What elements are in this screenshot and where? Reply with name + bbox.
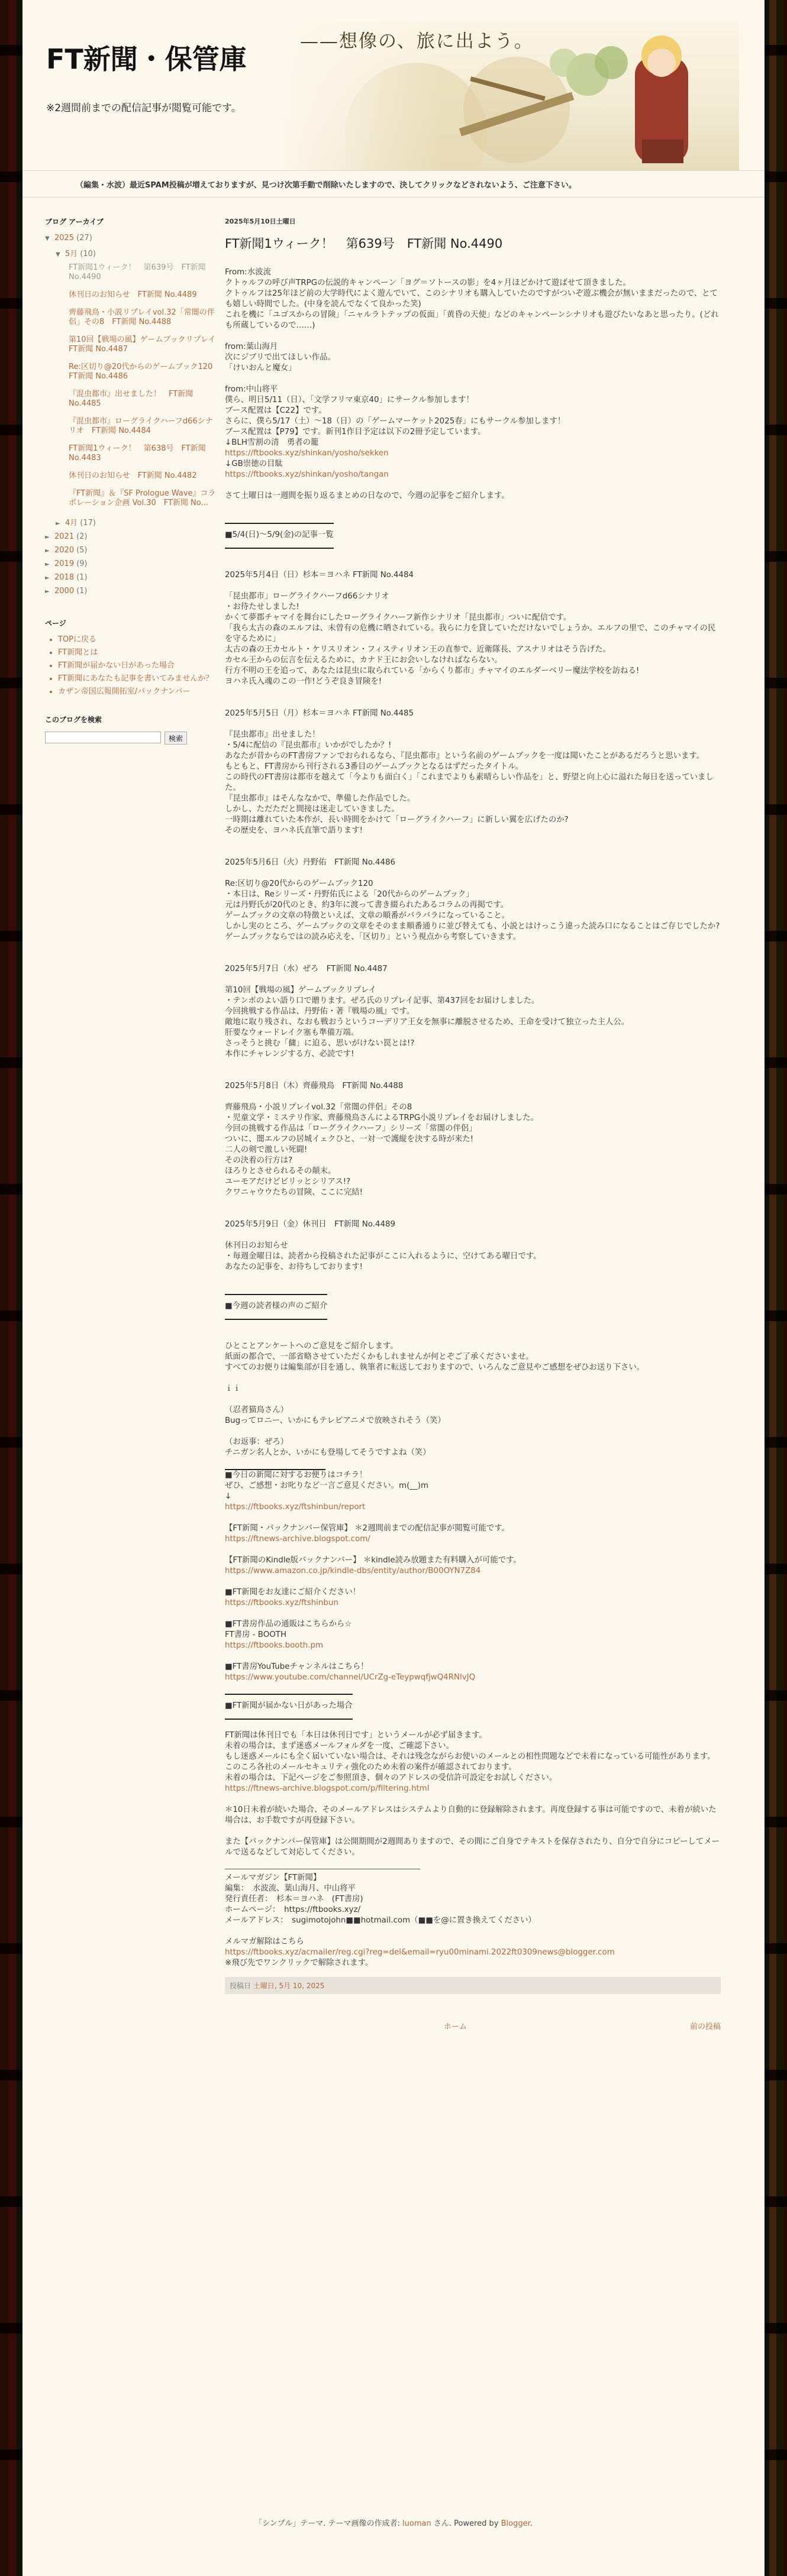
- digest-entry-line: しかし、ただただと間接は迷走していきました。: [225, 805, 399, 814]
- body-line: ※飛び先でワンクリックで解除されます。: [225, 1959, 373, 1967]
- body-line: すべてのお便りは編集部が目を通し、執筆者に転送しておりますので、いろんなご意見やご感想をぜひお送り下さい。: [225, 1363, 645, 1372]
- digest-entry-header: 2025年5月4日（日）杉本＝ヨハネ FT新聞 No.4484: [225, 571, 414, 580]
- archive-year-2019[interactable]: [45, 559, 217, 568]
- body-line: ブース配置は【C22】です。: [225, 406, 327, 415]
- body-line: このころ各社のメールセキュリティ強化のため未着の案件が確認されております。: [225, 1763, 517, 1772]
- collapse-toggle-icon[interactable]: ▼: [56, 251, 60, 258]
- body-line: 編集： 水波流、葉山海月、中山将平: [225, 1884, 356, 1893]
- url-link[interactable]: https://ftbooks.xyz/acmailer/reg.cgi?reg=del&email=ryu00minami.2022ft0309news@blogger.com: [225, 1948, 615, 1957]
- body-line: [225, 1373, 721, 1384]
- archive-post-link[interactable]: 第10回【戦場の風】ゲームブックリプレイ FT新聞 No.4487: [69, 335, 224, 354]
- digest-entry-line: 一時期は離れていた本作が、長い時間をかけて「ローグライクハーフ」に新しい翼を広げたのか?: [225, 815, 569, 824]
- archive-year-link[interactable]: 2025: [54, 234, 75, 242]
- archive-year-link[interactable]: 2021: [54, 532, 75, 541]
- digest-entry-line: 今回の挑戦する作品は「ローグライクハーフ」シリーズ「常闇の伴侶」: [225, 1124, 477, 1133]
- archive-year-2000[interactable]: [45, 587, 217, 596]
- digest-entry-line: 太古の森の王カセルト・ケリスリオン・フィスティリオン王の直参で、近衛隊長、アスナリオはそう告げた。: [225, 645, 611, 654]
- archive-post-link[interactable]: 『FT新聞』＆『SF Prologue Wave』コラボレーション企画 Vol.30 FT新聞 No...: [69, 489, 216, 507]
- home-link[interactable]: ホーム: [444, 2022, 467, 2031]
- body-line: [225, 331, 721, 342]
- collapse-toggle-icon[interactable]: ▼: [45, 235, 50, 242]
- digest-entry-header: 2025年5月5日（月）杉本＝ヨハネ FT新聞 No.4485: [225, 709, 414, 718]
- archive-post-link[interactable]: 休刊日のお知らせ FT新聞 No.4482: [69, 471, 197, 480]
- archive-count: (1): [76, 587, 88, 596]
- search-button[interactable]: 検索: [165, 732, 187, 745]
- post-title: FT新聞1ウィーク！ 第639号 FT新聞 No.4490: [225, 237, 503, 251]
- blogger-link[interactable]: Blogger: [501, 2519, 530, 2528]
- page-shell: [22, 0, 765, 2576]
- post-body: [225, 267, 721, 1969]
- search-heading: このブログを検索: [45, 716, 102, 724]
- archive-year-2020[interactable]: [45, 546, 217, 555]
- url-link[interactable]: https://ftnews-archive.blogspot.com/: [225, 1535, 370, 1543]
- archive-month-may[interactable]: [56, 247, 217, 258]
- digest-entry-line: ヨハネ氏入魂のこの一作!どうぞ良き冒険を!: [225, 677, 382, 686]
- blog-header: [22, 0, 765, 170]
- body-line: 「けいおんと魔女」: [225, 364, 296, 373]
- url-link[interactable]: https://ftbooks.booth.pm: [225, 1641, 324, 1650]
- url-link[interactable]: https://ftbooks.xyz/ftshinbun: [225, 1598, 338, 1607]
- body-line: ぜひ、ご感想・お叱りなど一言ご意見ください。m(__)m: [225, 1481, 428, 1490]
- archive-year-link[interactable]: 2019: [54, 559, 75, 568]
- expand-toggle-icon[interactable]: ►: [56, 520, 60, 527]
- header-banner-image: [280, 21, 739, 170]
- archive-post-link[interactable]: 休刊日のお知らせ FT新聞 No.4489: [69, 290, 197, 299]
- expand-toggle-icon[interactable]: ►: [45, 575, 50, 581]
- digest-entry-line: 『昆虫都市』出せました！: [225, 730, 320, 739]
- digest-entry-line: 休刊日のお知らせ: [225, 1241, 288, 1250]
- blog-title[interactable]: FT新聞・保管庫: [46, 43, 247, 75]
- digest-entries: [225, 570, 721, 1294]
- digest-entry-line: その決着の行方は?: [225, 1156, 293, 1165]
- archive-count: (1): [76, 573, 88, 582]
- expand-toggle-icon[interactable]: ►: [45, 561, 50, 568]
- url-link[interactable]: https://ftbooks.xyz/shinkan/yosho/tangan: [225, 470, 389, 479]
- date-header: 2025年5月10日土曜日: [225, 218, 296, 225]
- body-line: メルマガ解除はこちら: [225, 1937, 304, 1946]
- digest-entry-line: あなたの記事を、お待ちしております!: [225, 1263, 363, 1271]
- body-line: 未着の場合は、下記ページをご参照頂き、個々のアドレスの受信許可設定をお試しください。: [225, 1774, 557, 1782]
- spam-notice: （編集・水波）最近SPAM投稿が増えておりますが、見つけ次第手動で削除いたしますので、決してクリックなどされないよう、ご注意下さい。: [22, 170, 765, 198]
- credit-text: さん. Powered by: [433, 2519, 499, 2528]
- readers-voice: [225, 1341, 721, 1458]
- digest-entry-line: 肝要なウォードレイク塞も準備万端。: [225, 1028, 359, 1037]
- archive-year-link[interactable]: 2020: [54, 546, 75, 555]
- body-line: [225, 1577, 721, 1587]
- body-line: ■FT新聞をお友達にご紹介ください！: [225, 1588, 361, 1597]
- banner-catchphrase: ——想像の、旅に出よう。: [300, 31, 534, 52]
- search-widget: [45, 732, 217, 745]
- digest-entry-line: Re:区切り@20代からのゲームブック120: [225, 879, 373, 888]
- body-line: 僕ら、明日5/11（日）、「文学フリマ東京40」にサークル参加します！: [225, 396, 474, 404]
- body-line: [225, 1513, 721, 1523]
- archive-heading: ブログ アーカイブ: [45, 218, 104, 226]
- url-link[interactable]: https://ftnews-archive.blogspot.com/p/filtering.html: [225, 1784, 430, 1793]
- sidebar: [45, 213, 224, 745]
- archive-post-link[interactable]: FT新聞1ウィーク！ 第639号 FT新聞 No.4490: [69, 263, 206, 281]
- body-line: さて土曜日は一週間を振り返るまとめの日なので、今週の記事をご紹介します。: [225, 491, 509, 500]
- url-link[interactable]: https://www.youtube.com/channel/UCrZg-eTeypwqfjwQ4RNlvJQ: [225, 1673, 476, 1682]
- archive-post-link[interactable]: 『混虫都市』ローグライクハーフd66シナリオ FT新聞 No.4484: [69, 417, 213, 435]
- body-line: ■FT書房作品の通販はこちらから☆: [225, 1620, 352, 1629]
- archive-year-2018[interactable]: [45, 573, 217, 582]
- url-link[interactable]: https://ftbooks.xyz/shinkan/yosho/sekken: [225, 449, 389, 458]
- digest-entry-line: 第10回【戦場の風】ゲームブックリプレイ: [225, 986, 376, 995]
- missing-delivery-text: [225, 1730, 721, 1858]
- body-line: ↓BLH雪割の清 勇者の籠: [225, 438, 319, 447]
- body-line: [225, 1426, 721, 1437]
- archive-month-link[interactable]: 5月: [65, 250, 78, 258]
- body-line: さらに、僕ら5/17（土）～18（日）の「ゲームマーケット2025春」にもサークル参加します！: [225, 417, 566, 426]
- page-link-about[interactable]: • FT新聞とは: [58, 648, 217, 658]
- digest-entry-line: 元は丹野氏が20代のとき、約3年に渡って書き綴られたあるコラムの再掲です。: [225, 901, 509, 910]
- body-line: 次にジブリで出てほしい作品。: [225, 353, 336, 362]
- digest-heading: ■5/4(日)～5/9(金)の記事一覧: [225, 523, 334, 549]
- body-line: ｉｉ: [225, 1384, 241, 1393]
- reader-links: [225, 1470, 721, 1683]
- digest-entry-header: 2025年5月9日（金）休刊日 FT新聞 No.4489: [225, 1220, 396, 1229]
- archive-count: (10): [80, 250, 96, 258]
- readers-voice-heading: ■今週の読者様の声のご紹介: [225, 1294, 327, 1320]
- body-line: from:葉山海月: [225, 342, 278, 351]
- credit-text: 「シンプル」テーマ. テーマ画像の作成者:: [254, 2519, 400, 2528]
- body-line: [225, 1609, 721, 1619]
- body-line: Bugってロニー、いかにもテレビアニメで放映されそう（笑）: [225, 1416, 446, 1425]
- main-content: [225, 213, 721, 2031]
- digest-entry-line: ・5/4に配信の『昆虫都市』いかがでしたか？!: [225, 741, 392, 750]
- body-line: メールアドレス： sugimotojohn■■hotmail.com（■■を@に置き換えてください）: [225, 1916, 536, 1925]
- archive-year-2025[interactable]: [45, 234, 217, 242]
- archive-count: (2): [76, 532, 88, 541]
- credit-text: .: [530, 2519, 533, 2528]
- digest-entry-line: ついに、闇エルフの居城イェクひと、一対一で護縦を決する時が来た!: [225, 1135, 474, 1144]
- body-line: [225, 1651, 721, 1662]
- body-line: ＊10日未着が続いた場合、そのメールアドレスはシステムより自動的に登録解除されます。再度登録する事は可能ですので、未着が続いた場合は、お手数ですが再登録下さい。: [225, 1805, 717, 1825]
- digest-entry-line: 本作にチャレンジする方、必読です!: [225, 1050, 354, 1059]
- archive-post-link[interactable]: 『混虫都市』出せました！ FT新聞 No.4485: [69, 390, 193, 408]
- posted-label: 投稿日: [230, 1982, 251, 1990]
- body-line: 【FT新聞・バックナンバー保管庫】 ＊2週間前までの配信記事が閲覧可能です。: [225, 1524, 510, 1533]
- archive-count: (5): [76, 546, 88, 555]
- credit-author-link[interactable]: luoman: [402, 2519, 431, 2528]
- body-line: ■FT書房YouTubeチャンネルはこちら！: [225, 1662, 369, 1671]
- digest-entry-line: あなたが昔からのFT書房ファンでおられるなら、『昆虫都市』という名前のゲームブックを一度は聞いたことがあるだろうと思います。: [225, 752, 705, 760]
- expand-toggle-icon[interactable]: ►: [45, 534, 50, 541]
- page-link-top[interactable]: • TOPに戻る: [58, 635, 217, 645]
- digest-entry-line: 「昆虫都市」ローグライクハーフd66シナリオ: [225, 592, 389, 601]
- body-line: （お返事：ぜろ）: [225, 1438, 289, 1446]
- digest-entry-line: ・テンポのよい語り口で贈ります。ぜろ氏のリプレイ記事、第437回をお届けしました。: [225, 996, 540, 1005]
- colophon: [225, 1873, 721, 1969]
- body-line: [225, 1926, 721, 1937]
- body-line: 【FT新聞のKindle版バックナンバー】 ＊kindle読み放題また有料購入が可能です。: [225, 1556, 521, 1565]
- expand-toggle-icon[interactable]: ►: [45, 548, 50, 554]
- theme-credit: [22, 2517, 765, 2528]
- body-line: クトゥルフの呼び声TRPGの伝説的キャンペーン「ヨグ＝ソトースの影」を4ヶ月ほどかけて遊ばせて頂きました。: [225, 279, 631, 287]
- body-line: [225, 374, 721, 384]
- archive-month-link[interactable]: 4月: [65, 519, 78, 528]
- body-line: FT新聞は休刊日でも「本日は休刊日です」というメールが必ず届きます。: [225, 1731, 487, 1740]
- digest-entry-line: さっそうと挑む「傭」に迫る、思いがけない罠とは!?: [225, 1039, 415, 1048]
- digest-entry-header: 2025年5月8日（木）齊藤飛鳥 FT新聞 No.4488: [225, 1082, 404, 1090]
- page-link-write-for-us[interactable]: • FT新聞にあなたも記事を書いてみませんか？: [58, 674, 217, 684]
- pages-list: [51, 635, 217, 697]
- archive-year-link[interactable]: 2000: [54, 587, 75, 596]
- post-intro: [225, 267, 721, 501]
- digest-entry-line: ユーモアだけどビリッとシリアス!?: [225, 1177, 351, 1186]
- post-timestamp-link[interactable]: 土曜日, 5月 10, 2025: [253, 1982, 325, 1990]
- archive-year-link[interactable]: 2018: [54, 573, 75, 582]
- digest-entry-line: 『昆虫都市』はそんななかで、準備した作品でした。: [225, 794, 415, 803]
- archive-count: (9): [76, 559, 88, 568]
- archive-count: (17): [80, 519, 96, 528]
- body-line: FT書房 - BOOTH: [225, 1630, 287, 1639]
- archive-post-list: [69, 263, 224, 508]
- body-line: クトゥルフは25年ほど前の大学時代によく遊んでいて、このシナリオも購入していたのですがついぞ遊ぶ機会が無いままだったので、とても嬉しい時間でした。(中身を読んでなくて良かった笑): [225, 289, 718, 309]
- blog-pager: [225, 2020, 721, 2031]
- archive-count: (27): [76, 234, 92, 242]
- blog-archive: [45, 234, 224, 596]
- page-link-kazan-backnumber[interactable]: • カザン帝国広報開拓室/バックナンバー: [58, 687, 217, 697]
- body-line: ホームページ： https://ftbooks.xyz/: [225, 1905, 361, 1914]
- url-link[interactable]: https://ftbooks.xyz/ftshinbun/report: [225, 1503, 366, 1512]
- body-line: 紙面の都合で、一部省略させていただくかもしれませんが何とぞご了承くださいませ。: [225, 1352, 534, 1361]
- archive-year-2021[interactable]: [45, 532, 217, 541]
- body-line: これを機に「ユゴスからの冒険」「ニャルラトテップの仮面」「黄昏の天使」などのキャンペーンシナリオも遊びたいなあと思ったり。(どれも所蔵しているので……): [225, 310, 719, 330]
- digest-entry-line: ゲームブックならではの読み応えを、「区切り」という視点から考察していきます。: [225, 933, 521, 941]
- body-line: ↓: [225, 1492, 232, 1501]
- digest-entry-line: クワニャウウたちの冒険、ここに完結!: [225, 1188, 363, 1197]
- body-line: ブース配置は【P79】です。新刊1作目予定は以下の2冊予定しています。: [225, 428, 486, 436]
- body-line: チニガン名人とか、いかにも登場してそうですよね（笑）: [225, 1448, 431, 1457]
- digest-entry-line: その歴史を、ヨハネ氏直筆で語ります!: [225, 826, 363, 835]
- digest-entry-header: 2025年5月6日（火）丹野佑 FT新聞 No.4486: [225, 858, 396, 867]
- body-line: [225, 1394, 721, 1405]
- digest-entry-line: 「我ら太古の森のエルフは、未曽有の危機に晒されている。我らに力を貸していただけないでしょうか。エルフの里で、このチャマイの民を守るために」: [225, 624, 716, 643]
- archive-post-link[interactable]: Re:区切り@20代からのゲームブック120 FT新聞 No.4486: [69, 363, 221, 381]
- body-line: もし迷惑メールにも全く届いていない場合は、それは残念ながらお使いのメールとの相性問題などで未着になっている可能性があります。: [225, 1752, 715, 1761]
- body-line: [225, 1826, 721, 1837]
- digest-entry-line: もともと、FT書房から刊行される3番目のゲームブックとなるはずだったタイトル。: [225, 762, 523, 771]
- missing-delivery-heading: ■FT新聞が届かない日があった場合: [225, 1694, 353, 1720]
- body-line: from:中山将平: [225, 385, 278, 394]
- search-input[interactable]: [45, 732, 161, 743]
- archive-post-link[interactable]: 齊藤飛鳥・小説リプレイvol.32「常闇の伴侶」その8 FT新聞 No.4488: [69, 308, 215, 326]
- body-line: ↓GB崇徳の目駄: [225, 459, 283, 468]
- post-footer: [225, 1977, 721, 1994]
- url-link[interactable]: https://www.amazon.co.jp/kindle-dbs/entity/author/B00OYN7Z84: [225, 1567, 481, 1575]
- digest-entry-line: 敵地に取り残され、なおも戦おうというコーデリア王女を無事に離脱させるため、王命を受けて独立った主人公。: [225, 1018, 630, 1027]
- blog-description: ※2週間前までの配信記事が閲覧可能です。: [46, 102, 241, 114]
- body-line: ■今日の新聞に対するお便りはコチラ！: [225, 1471, 367, 1480]
- digest-entry-line: ・本日は、Reシリーズ・丹野佑氏による「20代からのゲームブック」: [225, 890, 474, 899]
- body-line: [225, 1794, 721, 1805]
- digest-entry-line: 齊藤飛鳥・小説リプレイvol.32「常闇の伴侶」その8: [225, 1103, 412, 1112]
- digest-entry-line: 今回挑戦する作品は、丹野佑・著『戦場の風』です。: [225, 1007, 415, 1016]
- body-line: （忍者猫鳥さん）: [225, 1406, 289, 1415]
- digest-entry-line: ゲームブックの文章の特徴といえば、文章の順番がバラバラになっていること。: [225, 911, 510, 920]
- older-post-link[interactable]: 前の投稿: [689, 2022, 721, 2031]
- archive-month-april[interactable]: [56, 516, 217, 528]
- body-line: [225, 1545, 721, 1555]
- body-line: 発行責任者： 杉本＝ヨハネ (FT書房): [225, 1895, 363, 1904]
- body-line: また【バックナンバー保管庫】は公開期間が2週間ありますので、その間にご自身でテキストを保存されたり、自分で自分にコピーしてメールで送るなどして対応してください。: [225, 1837, 720, 1857]
- page-link-not-delivered[interactable]: • FT新聞が届かない日があった場合: [58, 661, 217, 671]
- digest-entry-line: この時代のFT書房は都市を越えて「今よりも面白く」「これまでよりも素晴らしい作品を」と、野望と向上心に溢れた毎日を送っていました。: [225, 773, 714, 792]
- digest-entry-line: しかし実のところ、ゲームブックの文章をそのまま順番通りに並び替えても、小説とはけっこう違った読み口になることはご存じでしたか?: [225, 922, 720, 931]
- digest-entry-line: ・お待たせしました!: [225, 603, 299, 611]
- expand-toggle-icon[interactable]: ►: [45, 588, 50, 595]
- pages-heading: ページ: [45, 619, 66, 627]
- body-line: From:水波流: [225, 268, 271, 277]
- archive-post-link[interactable]: FT新聞1ウィーク！ 第638号 FT新聞 No.4483: [69, 444, 206, 462]
- digest-entry-line: ・児童文学・ミステリ作家、齊藤飛鳥さんによるTRPG小説リプレイをお届けしました。: [225, 1114, 538, 1122]
- digest-entry-line: 行方不明の王を追って、あなたは昆虫に取られている「からくり都市」チャマイのエルダーベリー魔法学校を訪ねる!: [225, 666, 640, 675]
- body-line: [225, 480, 721, 491]
- digest-entry-line: かくて夢郡チャマイを舞台にしたローグライクハーフ新作シナリオ「昆虫都市」ついに配信です。: [225, 613, 572, 622]
- digest-entry-line: カセル王からの伝言を伝えるために、カナド王にお会いしなければならない。: [225, 656, 502, 665]
- digest-entry-line: ・毎週金曜日は、読者から投稿された記事がここに入れるように、空けてある曜日です。: [225, 1252, 541, 1261]
- body-line: ひとことアンケートへのご意見をご紹介します。: [225, 1342, 398, 1351]
- digest-entry-line: ほろりとさせられるその顛末。: [225, 1167, 336, 1176]
- body-line: メールマガジン【FT新聞】: [225, 1873, 321, 1882]
- body-line: 未着の場合は、まず迷惑メールフォルダを一度、ご確認下さい。: [225, 1742, 454, 1750]
- digest-entry-header: 2025年5月7日（水）ぜろ FT新聞 No.4487: [225, 965, 388, 973]
- digest-entry-line: 二人の剣で激しい死闘!: [225, 1145, 308, 1154]
